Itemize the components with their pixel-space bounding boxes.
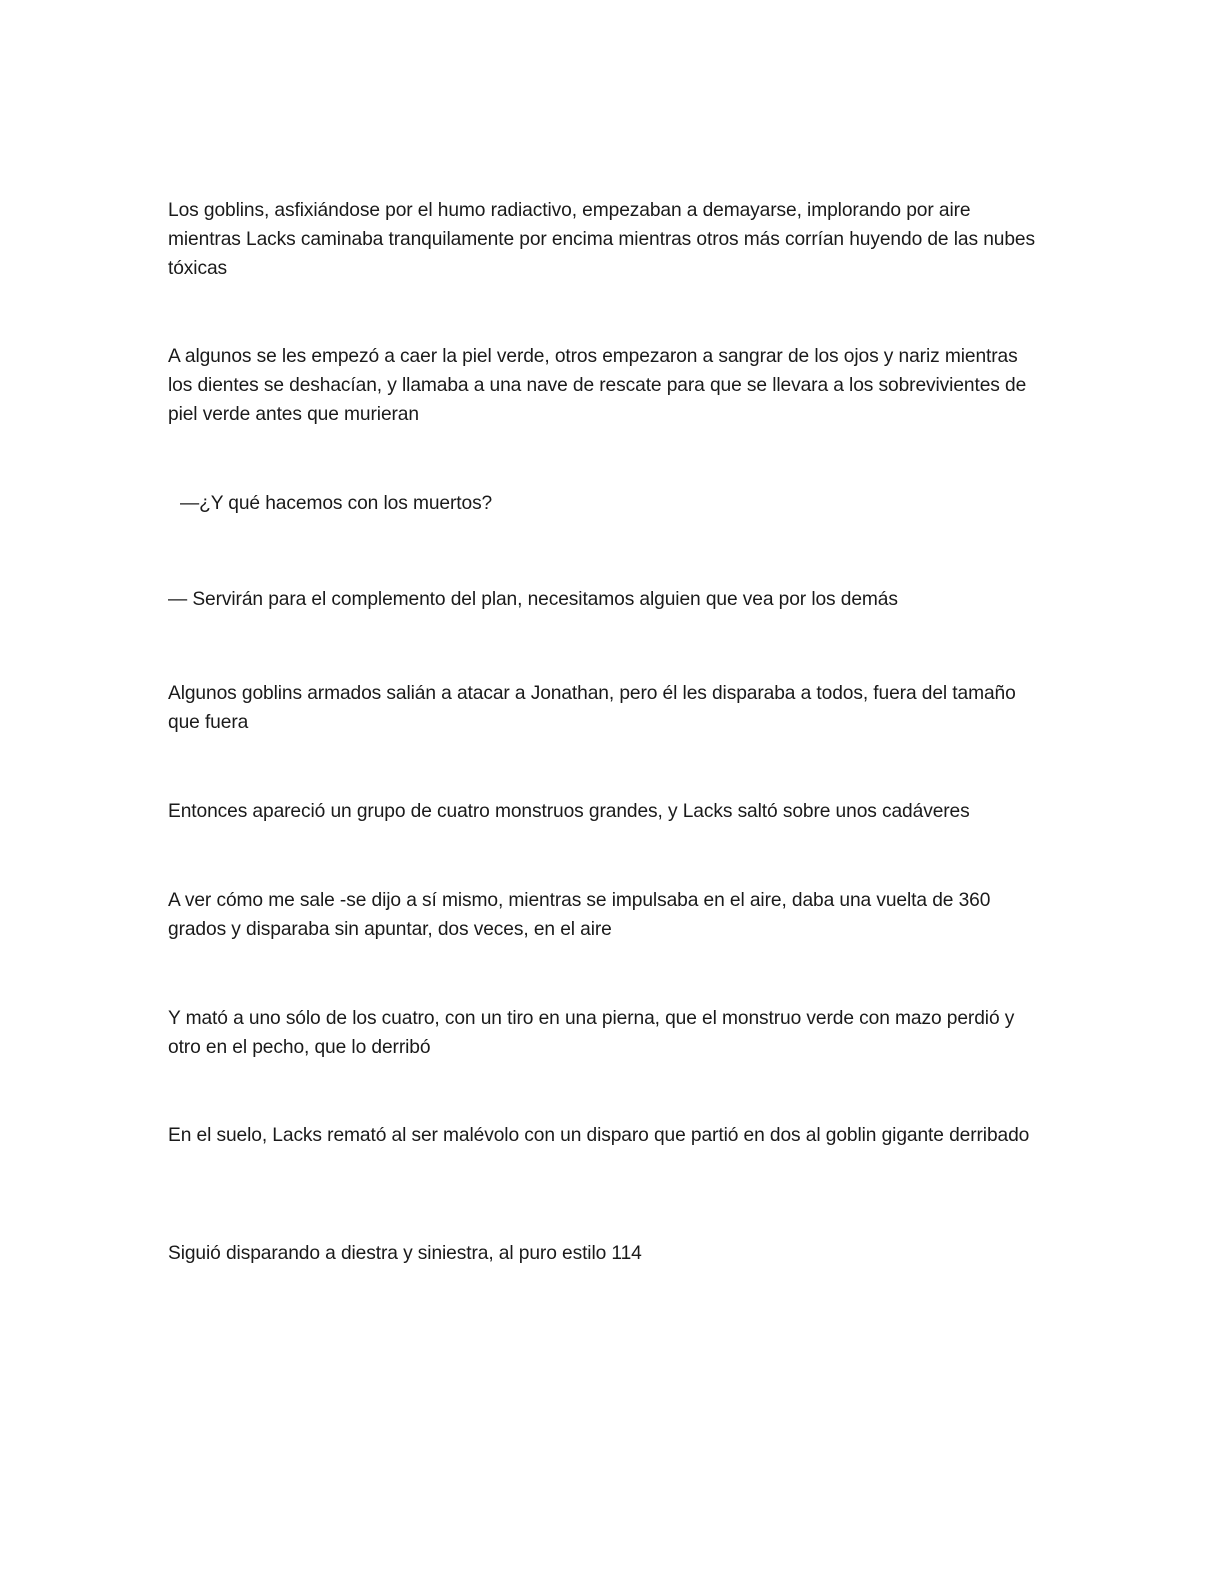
paragraph-9: En el suelo, Lacks remató al ser malévolo con un disparo que partió en dos al goblin gigante derribado (168, 1125, 1030, 1146)
paragraph-8: Y mató a uno sólo de los cuatro, con un tiro en una pierna, que el monstruo verde con mazo perdió y otro en el pecho, que lo derribó (168, 1008, 1015, 1058)
dialogue-line-2: — Servirán para el complemento del plan, necesitamos alguien que vea por los demás (168, 589, 898, 610)
paragraph-6: Entonces apareció un grupo de cuatro monstruos grandes, y Lacks saltó sobre unos cadáveres (168, 801, 970, 822)
dialogue-line-1: —¿Y qué hacemos con los muertos? (180, 493, 493, 514)
paragraph-10: Siguió disparando a diestra y siniestra, al puro estilo 114 (168, 1243, 642, 1264)
paragraph-2: A algunos se les empezó a caer la piel verde, otros empezaron a sangrar de los ojos y nariz mientras los dientes se deshacían, y llamaba a una nave de rescate para que se llevara a los sobrevivientes de piel verde antes que murieran (168, 346, 1027, 425)
paragraph-5: Algunos goblins armados salián a atacar a Jonathan, pero él les disparaba a todos, fuera del tamaño que fuera (168, 683, 1016, 733)
paragraph-7: A ver cómo me sale -se dijo a sí mismo, mientras se impulsaba en el aire, daba una vuelta de 360 grados y disparaba sin apuntar, dos veces, en el aire (168, 890, 991, 940)
paragraph-1: Los goblins, asfixiándose por el humo radiactivo, empezaban a demayarse, implorando por aire mientras Lacks caminaba tranquilamente por encima mientras otros más corrían huyendo de las nubes tóxicas (168, 200, 1035, 279)
